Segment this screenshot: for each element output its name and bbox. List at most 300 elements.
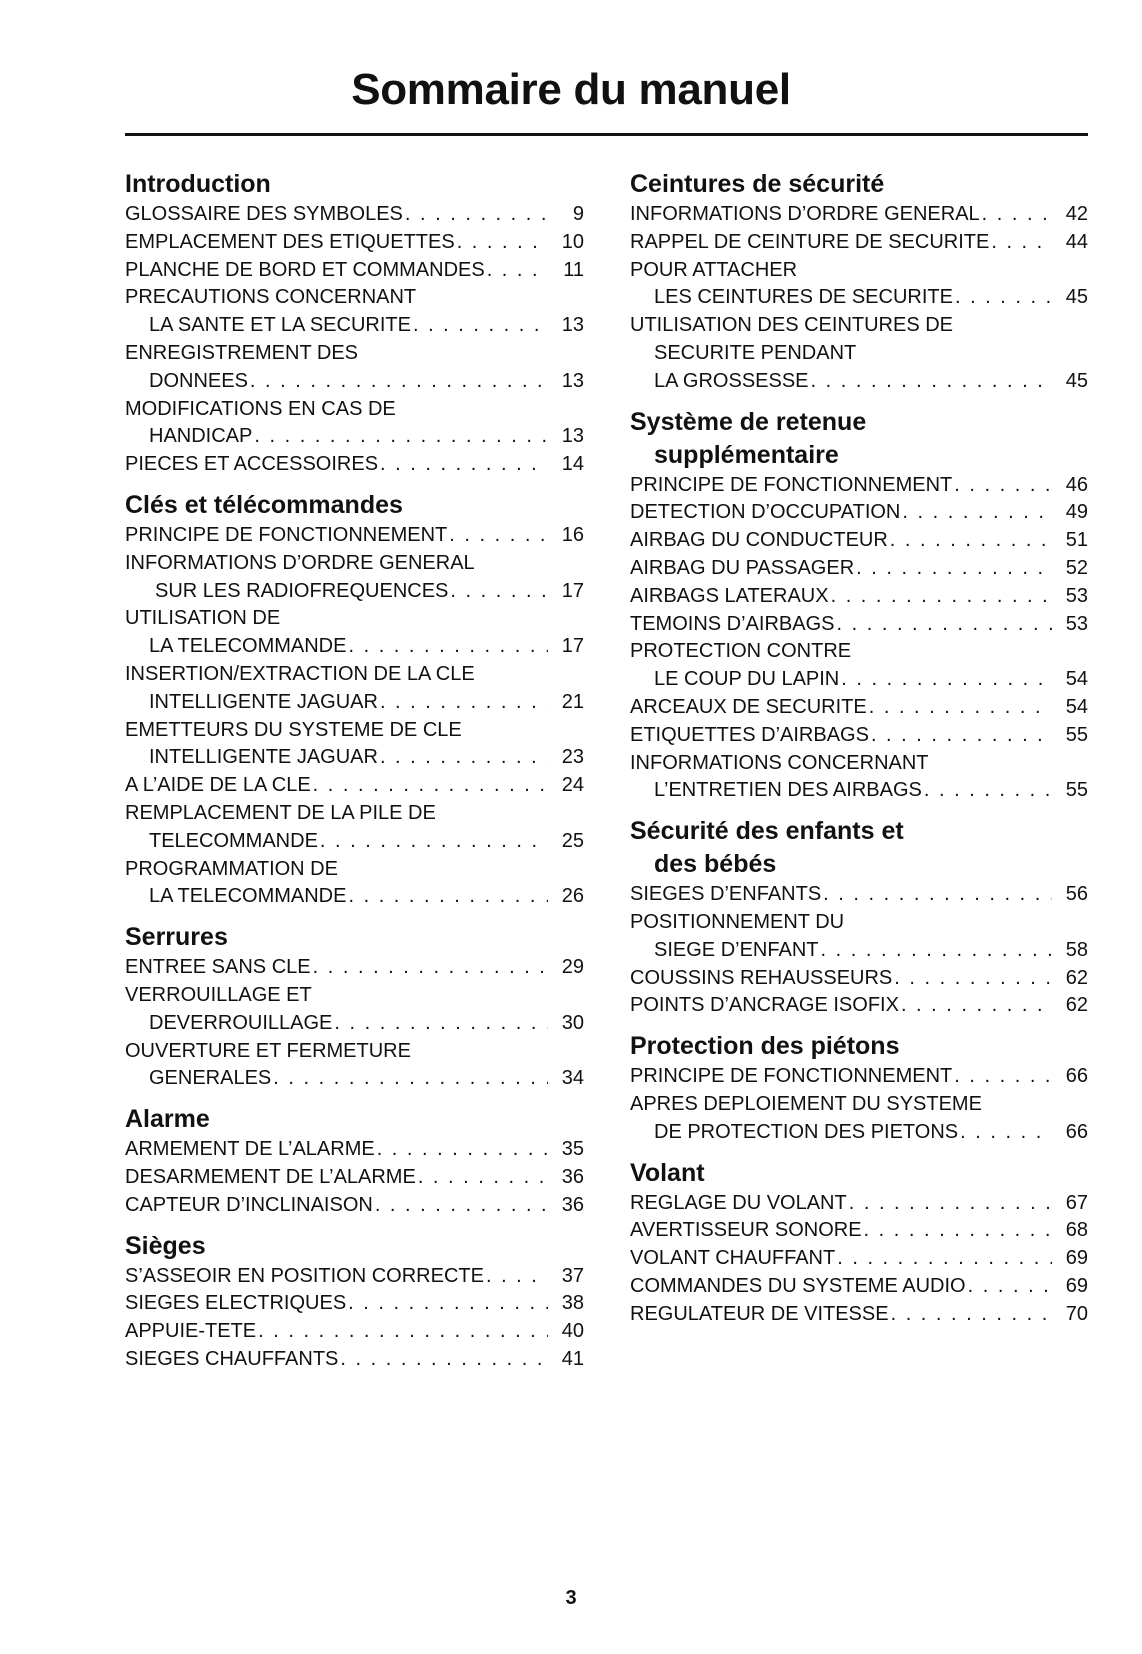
toc-entry[interactable]: [125, 451, 584, 479]
entry-label: GENERALES: [149, 1067, 272, 1090]
section-heading-line: Serrures: [125, 923, 228, 952]
entry-page-number: 62: [1065, 966, 1088, 989]
entry-row: [630, 992, 1088, 1020]
entry-label-line: PRECAUTIONS CONCERNANT: [125, 286, 417, 309]
entry-label-line: PROGRAMMATION DE: [125, 857, 338, 880]
entry-label-line: INSERTION/EXTRACTION DE LA CLE: [125, 662, 475, 685]
toc-entry[interactable]: [630, 257, 1088, 313]
entry-label: DE PROTECTION DES PIETONS: [654, 1120, 959, 1143]
entry-label: DEVERROUILLAGE: [149, 1011, 333, 1034]
entry-label: LA GROSSESSE: [654, 369, 809, 392]
dot-leader: [332, 1010, 548, 1038]
entry-label: COMMANDES DU SYSTEME AUDIO: [630, 1274, 966, 1297]
entry-label: AIRBAG DU PASSAGER: [630, 556, 855, 579]
entry-page-number: 9: [572, 203, 584, 225]
dot-leader: [899, 992, 1052, 1020]
toc-entry[interactable]: [125, 1318, 584, 1346]
entry-row: [125, 772, 584, 800]
toc-entry[interactable]: [630, 1063, 1088, 1091]
entry-row: [630, 1273, 1088, 1301]
entry-page-number: 42: [1065, 203, 1088, 225]
entry-row: [125, 1318, 584, 1346]
entry-label: AIRBAG DU CONDUCTEUR: [630, 529, 888, 552]
toc-entry[interactable]: [630, 312, 1088, 395]
entry-row: [125, 201, 584, 229]
toc-entry[interactable]: [630, 1273, 1088, 1301]
toc-entry[interactable]: [125, 340, 584, 396]
dot-leader: [900, 499, 1052, 527]
entry-page-number: 26: [561, 885, 584, 908]
entry-page-number: 67: [1065, 1191, 1088, 1214]
section-heading: [630, 406, 1088, 472]
toc-entry[interactable]: [630, 992, 1088, 1020]
toc-entry[interactable]: [125, 550, 584, 606]
section-heading-line: Alarme: [125, 1105, 210, 1134]
toc-entry[interactable]: [630, 499, 1088, 527]
dot-leader: [378, 744, 548, 772]
entry-page-number: 69: [1065, 1247, 1088, 1270]
entry-page-number: 11: [563, 258, 584, 281]
entry-label-line: MODIFICATIONS EN CAS DE: [125, 397, 396, 420]
section-heading-line: supplémentaire: [654, 440, 839, 469]
entry-label-line: POSITIONNEMENT DU: [630, 910, 845, 933]
entry-page-number: 58: [1065, 938, 1088, 961]
toc-entry[interactable]: [630, 694, 1088, 722]
dot-leader: [373, 1192, 548, 1220]
dot-leader: [922, 777, 1052, 805]
entry-page-number: 25: [561, 829, 584, 852]
dot-leader: [256, 1318, 548, 1346]
toc-section: [125, 1230, 584, 1374]
toc-entry[interactable]: [630, 1190, 1088, 1218]
dot-leader: [403, 201, 548, 229]
entry-label-line: ENREGISTREMENT DES: [125, 341, 358, 364]
entry-row: [630, 881, 1088, 909]
toc-entry[interactable]: [125, 982, 584, 1038]
dot-leader: [346, 633, 548, 661]
page-title: Sommaire du manuel: [351, 65, 791, 114]
entry-page-number: 23: [561, 746, 584, 769]
entry-page-number: 21: [561, 690, 584, 713]
entry-label: LES CEINTURES DE SECURITE: [654, 286, 953, 309]
entry-page-number: 30: [561, 1011, 584, 1034]
entry-page-number: 14: [561, 453, 584, 476]
toc-entry[interactable]: [630, 472, 1088, 500]
dot-leader: [952, 1063, 1052, 1091]
dot-leader: [416, 1164, 548, 1192]
entry-row: [125, 883, 584, 911]
entry-page-number: 44: [1065, 230, 1088, 253]
entry-row: [125, 1192, 584, 1220]
entry-row: [125, 522, 584, 550]
entry-row: [125, 1010, 584, 1038]
dot-leader: [889, 1301, 1052, 1329]
toc-section: [630, 815, 1088, 1020]
entry-row: [125, 1290, 584, 1318]
toc-entry[interactable]: [630, 555, 1088, 583]
entry-page-number: 24: [561, 774, 584, 797]
dot-leader: [375, 1136, 548, 1164]
entry-page-number: 35: [561, 1138, 584, 1161]
dot-leader: [835, 1245, 1052, 1273]
entry-row: [125, 312, 584, 340]
entry-row: [125, 257, 584, 285]
entry-row: [125, 578, 584, 606]
entry-page-number: 54: [1065, 668, 1088, 691]
entry-row: [125, 451, 584, 479]
entry-label: PRINCIPE DE FONCTIONNEMENT: [630, 1065, 953, 1088]
section-heading: [630, 1030, 1088, 1063]
entry-row: [125, 1065, 584, 1093]
entry-row: [630, 965, 1088, 993]
entry-label: SIEGES CHAUFFANTS: [125, 1347, 339, 1370]
entry-row: [630, 1217, 1088, 1245]
toc-entry[interactable]: [125, 1290, 584, 1318]
entry-page-number: 13: [561, 369, 584, 392]
entry-label: PRINCIPE DE FONCTIONNEMENT: [125, 523, 448, 546]
section-heading: [125, 1103, 584, 1136]
toc-section: [125, 921, 584, 1093]
entry-label: PIECES ET ACCESSOIRES: [125, 453, 379, 476]
toc-left-column: [125, 168, 584, 1384]
section-heading: [630, 815, 1088, 881]
dot-leader: [378, 689, 548, 717]
toc-entry[interactable]: [630, 1091, 1088, 1147]
entry-label-line: UTILISATION DES CEINTURES DE: [630, 314, 954, 337]
entry-label: HANDICAP: [149, 425, 253, 448]
entry-row: [630, 694, 1088, 722]
entry-label: PLANCHE DE BORD ET COMMANDES: [125, 258, 485, 281]
entry-row: [125, 828, 584, 856]
entry-page-number: 69: [1065, 1274, 1088, 1297]
dot-leader: [989, 229, 1052, 257]
entry-label: LA TELECOMMANDE: [149, 635, 347, 658]
toc-entry[interactable]: [630, 201, 1088, 229]
entry-page-number: 40: [561, 1320, 584, 1343]
entry-label: EMPLACEMENT DES ETIQUETTES: [125, 230, 455, 253]
entry-page-number: 17: [561, 579, 584, 602]
entry-label: ENTREE SANS CLE: [125, 956, 311, 979]
entry-label: APPUIE-TETE: [125, 1320, 257, 1343]
title-divider: [125, 133, 1088, 136]
dot-leader: [248, 368, 548, 396]
entry-page-number: 68: [1065, 1219, 1088, 1242]
dot-leader: [829, 583, 1052, 611]
entry-row: [125, 1136, 584, 1164]
entry-row: [630, 1301, 1088, 1329]
entry-row: [630, 201, 1088, 229]
section-heading-line: Volant: [630, 1158, 705, 1187]
entry-row: [630, 368, 1088, 396]
entry-page-number: 36: [561, 1193, 584, 1216]
entry-label: POINTS D’ANCRAGE ISOFIX: [630, 994, 899, 1017]
toc-entry[interactable]: [125, 954, 584, 982]
dot-leader: [892, 965, 1052, 993]
entry-page-number: 53: [1065, 584, 1088, 607]
toc-entry[interactable]: [630, 638, 1088, 694]
entry-row: [125, 229, 584, 257]
entry-row: [630, 527, 1088, 555]
section-heading-line: des bébés: [654, 850, 777, 879]
toc-entry[interactable]: [125, 1038, 584, 1094]
dot-leader: [484, 1263, 548, 1291]
toc-section: [630, 168, 1088, 396]
toc-entry[interactable]: [630, 965, 1088, 993]
toc-entry[interactable]: [125, 1263, 584, 1291]
section-heading-line: Sièges: [125, 1231, 206, 1260]
dot-leader: [854, 555, 1052, 583]
toc-entry[interactable]: [125, 1346, 584, 1374]
toc-section: [125, 168, 584, 479]
entry-page-number: 53: [1065, 612, 1088, 635]
toc-entry[interactable]: [630, 229, 1088, 257]
dot-leader: [448, 578, 548, 606]
toc-section: [630, 1157, 1088, 1329]
toc-entry[interactable]: [125, 1136, 584, 1164]
dot-leader: [809, 368, 1052, 396]
entry-label: TEMOINS D’AIRBAGS: [630, 612, 835, 635]
entry-label: REGULATEUR DE VITESSE: [630, 1302, 889, 1325]
entry-row: [630, 284, 1088, 312]
entry-row: [125, 423, 584, 451]
toc-entry[interactable]: [125, 284, 584, 340]
entry-page-number: 51: [1065, 529, 1088, 552]
entry-row: [125, 689, 584, 717]
dot-leader: [862, 1217, 1052, 1245]
toc-right-column: [630, 168, 1088, 1339]
dot-leader: [869, 722, 1052, 750]
toc-entry[interactable]: [125, 717, 584, 773]
entry-label: SIEGES ELECTRIQUES: [125, 1292, 347, 1315]
entry-row: [630, 722, 1088, 750]
entry-label: AVERTISSEUR SONORE: [630, 1219, 862, 1242]
section-heading-line: Ceintures de sécurité: [630, 170, 885, 198]
entry-page-number: 70: [1065, 1302, 1088, 1325]
section-heading-line: Protection des piétons: [630, 1032, 900, 1061]
dot-leader: [958, 1119, 1052, 1147]
entry-page-number: 54: [1065, 695, 1088, 718]
entry-label: AIRBAGS LATERAUX: [630, 584, 829, 607]
toc-section: [630, 406, 1088, 806]
entry-label: INFORMATIONS D’ORDRE GENERAL: [630, 203, 980, 225]
section-heading-line: Introduction: [125, 170, 271, 198]
entry-page-number: 66: [1065, 1065, 1088, 1088]
entry-page-number: 62: [1065, 994, 1088, 1017]
entry-row: [630, 1245, 1088, 1273]
toc-entry[interactable]: [125, 661, 584, 717]
entry-page-number: 45: [1065, 286, 1088, 309]
entry-row: [630, 666, 1088, 694]
dot-leader: [411, 312, 548, 340]
entry-label: LA SANTE ET LA SECURITE: [149, 314, 411, 337]
entry-page-number: 46: [1065, 473, 1088, 496]
toc-entry[interactable]: [125, 1164, 584, 1192]
entry-row: [630, 229, 1088, 257]
entry-label-line: PROTECTION CONTRE: [630, 640, 852, 663]
entry-label: TELECOMMANDE: [149, 829, 318, 852]
entry-label-line: OUVERTURE ET FERMETURE: [125, 1039, 411, 1062]
entry-label: INTELLIGENTE JAGUAR: [149, 746, 378, 769]
entry-page-number: 34: [561, 1067, 584, 1090]
entry-row: [125, 633, 584, 661]
entry-label: VOLANT CHAUFFANT: [630, 1247, 836, 1270]
entry-label: DETECTION D’OCCUPATION: [630, 501, 901, 524]
dot-leader: [338, 1346, 548, 1374]
dot-leader: [952, 472, 1052, 500]
dot-leader: [455, 229, 548, 257]
entry-page-number: 10: [561, 230, 584, 253]
entry-row: [125, 744, 584, 772]
entry-page-number: 36: [561, 1165, 584, 1188]
entry-label: LE COUP DU LAPIN: [654, 668, 840, 691]
dot-leader: [252, 423, 548, 451]
entry-page-number: 16: [561, 523, 584, 546]
dot-leader: [867, 694, 1052, 722]
entry-label: LA TELECOMMANDE: [149, 885, 347, 908]
toc-entry[interactable]: [125, 201, 584, 229]
entry-label: SIEGE D’ENFANT: [654, 938, 819, 961]
entry-row: [630, 472, 1088, 500]
entry-label-line: POUR ATTACHER: [630, 258, 798, 281]
toc-section: [125, 489, 584, 911]
entry-page-number: 55: [1065, 723, 1088, 746]
toc-entry[interactable]: [630, 1217, 1088, 1245]
toc-entry[interactable]: [125, 772, 584, 800]
entry-label-line: UTILISATION DE: [125, 607, 281, 630]
entry-label-line: SECURITE PENDANT: [654, 341, 857, 364]
toc-entry[interactable]: [630, 1301, 1088, 1329]
entry-label: DONNEES: [149, 369, 248, 392]
section-heading-line: Sécurité des enfants et: [630, 817, 904, 846]
section-heading: [630, 168, 1088, 201]
entry-page-number: 55: [1065, 779, 1088, 802]
dot-leader: [839, 666, 1052, 694]
entry-label: RAPPEL DE CEINTURE DE SECURITE: [630, 230, 990, 253]
entry-label: REGLAGE DU VOLANT: [630, 1191, 847, 1214]
toc-entry[interactable]: [630, 527, 1088, 555]
page-number: 3: [565, 1587, 577, 1609]
entry-label-line: REMPLACEMENT DE LA PILE DE: [125, 801, 436, 824]
dot-leader: [311, 772, 548, 800]
dot-leader: [888, 527, 1052, 555]
toc-entry[interactable]: [630, 611, 1088, 639]
entry-row: [125, 368, 584, 396]
dot-leader: [485, 257, 548, 285]
section-heading-line: Système de retenue: [630, 407, 867, 436]
entry-row: [630, 1119, 1088, 1147]
toc-entry[interactable]: [125, 229, 584, 257]
section-heading: [125, 921, 584, 954]
toc-entry[interactable]: [125, 1192, 584, 1220]
entry-label-line: APRES DEPLOIEMENT DU SYSTEME: [630, 1092, 982, 1115]
dot-leader: [847, 1190, 1052, 1218]
dot-leader: [318, 828, 548, 856]
section-heading: [630, 1157, 1088, 1190]
entry-page-number: 56: [1065, 883, 1088, 906]
entry-row: [630, 1063, 1088, 1091]
entry-label: INTELLIGENTE JAGUAR: [149, 690, 378, 713]
section-heading: [125, 168, 584, 201]
entry-row: [630, 499, 1088, 527]
dot-leader: [818, 937, 1052, 965]
entry-label: ARMEMENT DE L’ALARME: [125, 1138, 375, 1161]
toc-entry[interactable]: [630, 909, 1088, 965]
entry-page-number: 38: [561, 1292, 584, 1315]
entry-row: [630, 583, 1088, 611]
dot-leader: [447, 522, 548, 550]
entry-label: SIEGES D’ENFANTS: [630, 883, 822, 906]
entry-label: SUR LES RADIOFREQUENCES: [155, 579, 449, 602]
dot-leader: [311, 954, 548, 982]
entry-label: COUSSINS REHAUSSEURS: [630, 966, 893, 989]
toc-entry[interactable]: [630, 1245, 1088, 1273]
entry-label-line: VERROUILLAGE ET: [125, 983, 312, 1006]
entry-page-number: 49: [1065, 501, 1088, 524]
toc-entry[interactable]: [125, 522, 584, 550]
entry-page-number: 17: [561, 635, 584, 658]
toc-entry[interactable]: [630, 750, 1088, 806]
entry-row: [630, 777, 1088, 805]
entry-page-number: 29: [561, 956, 584, 979]
toc-entry[interactable]: [630, 881, 1088, 909]
dot-leader: [953, 284, 1052, 312]
dot-leader: [821, 881, 1052, 909]
toc-entry[interactable]: [125, 396, 584, 452]
toc-section: [630, 1030, 1088, 1146]
entry-row: [125, 954, 584, 982]
toc-section: [125, 1103, 584, 1219]
toc-entry[interactable]: [125, 605, 584, 661]
entry-label: ARCEAUX DE SECURITE: [630, 695, 867, 718]
dot-leader: [346, 883, 548, 911]
toc-entry[interactable]: [125, 856, 584, 912]
entry-row: [630, 555, 1088, 583]
entry-label: A L’AIDE DE LA CLE: [125, 774, 311, 797]
entry-label: DESARMEMENT DE L’ALARME: [125, 1165, 416, 1188]
entry-page-number: 52: [1065, 556, 1088, 579]
dot-leader: [378, 451, 548, 479]
entry-label: CAPTEUR D’INCLINAISON: [125, 1193, 373, 1216]
entry-label: L’ENTRETIEN DES AIRBAGS: [654, 779, 922, 802]
toc-entry[interactable]: [630, 583, 1088, 611]
dot-leader: [966, 1273, 1052, 1301]
dot-leader: [834, 611, 1052, 639]
entry-page-number: 45: [1065, 369, 1088, 392]
entry-row: [125, 1263, 584, 1291]
entry-page-number: 37: [561, 1264, 584, 1287]
entry-page-number: 66: [1065, 1120, 1088, 1143]
entry-label: S’ASSEOIR EN POSITION CORRECTE: [125, 1264, 484, 1287]
toc-entry[interactable]: [125, 800, 584, 856]
section-heading-line: Clés et télécommandes: [125, 490, 403, 519]
entry-page-number: 13: [561, 425, 584, 448]
entry-label: PRINCIPE DE FONCTIONNEMENT: [630, 473, 953, 496]
dot-leader: [346, 1290, 548, 1318]
dot-leader: [980, 201, 1052, 229]
entry-page-number: 13: [561, 314, 584, 337]
entry-page-number: 41: [561, 1347, 584, 1370]
entry-label-line: EMETTEURS DU SYSTEME DE CLE: [125, 718, 462, 741]
dot-leader: [271, 1065, 548, 1093]
entry-label-line: INFORMATIONS CONCERNANT: [630, 751, 929, 774]
toc-entry[interactable]: [125, 257, 584, 285]
section-heading: [125, 489, 584, 522]
entry-row: [630, 611, 1088, 639]
entry-row: [630, 1190, 1088, 1218]
entry-row: [125, 1164, 584, 1192]
section-heading: [125, 1230, 584, 1263]
toc-entry[interactable]: [630, 722, 1088, 750]
